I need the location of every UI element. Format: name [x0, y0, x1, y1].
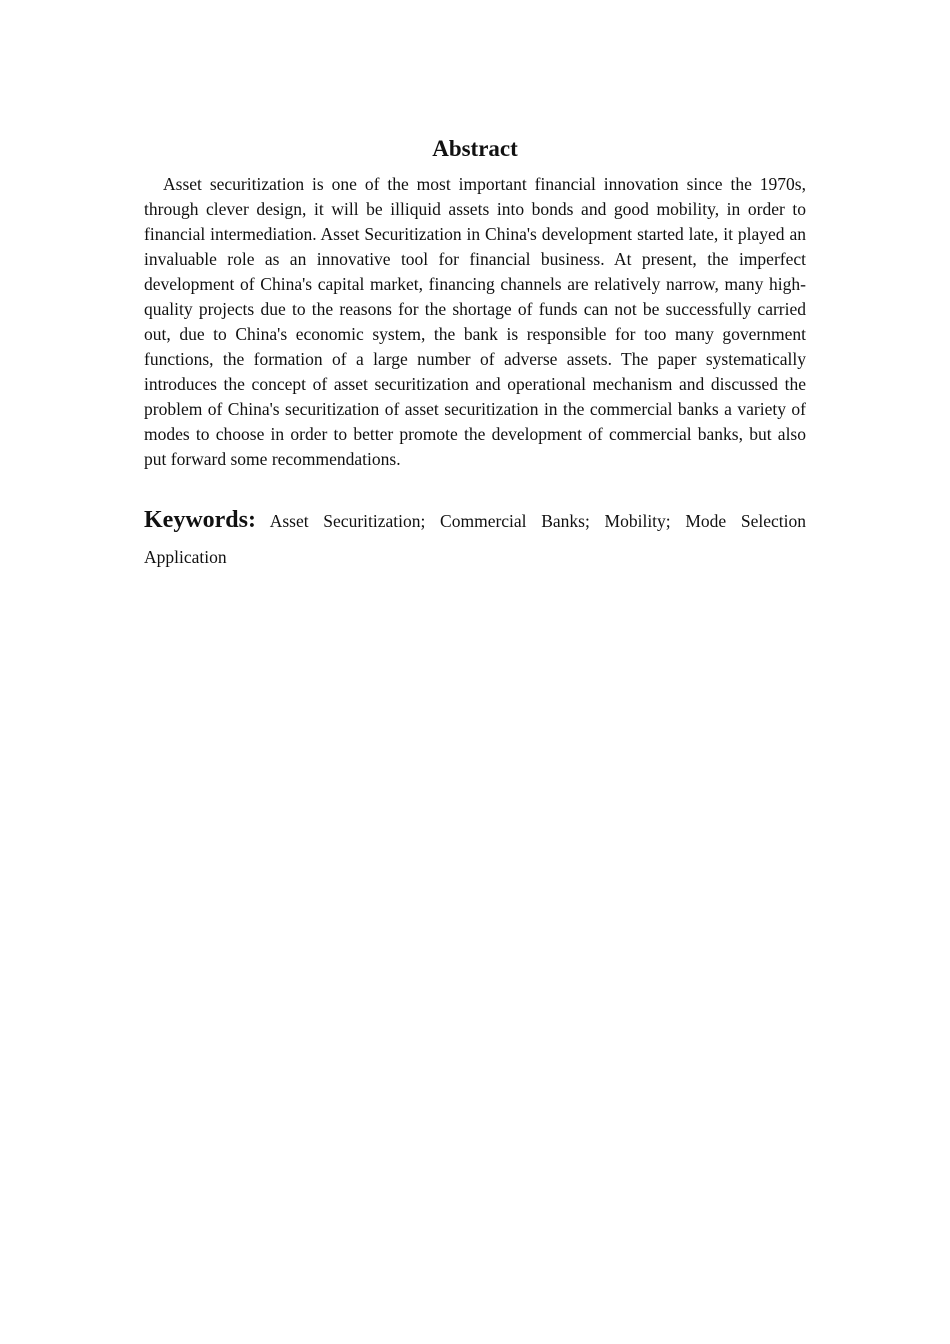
keywords-text: Asset Securitization; Commercial Banks; Mobility; Mode Selection Application	[144, 511, 806, 567]
abstract-body: Asset securitization is one of the most important financial innovation since the 1970s, through clever design, it will be illiquid assets into bonds and good mobility, in order to financial intermediation. Asset Securitization in China's development started late, it played an invaluable role as an innovative tool for financial business. At present, the imperfect development of China's capital market, financing channels are relatively narrow, many high-quality projects due to the reasons for the shortage of funds can not be successfully carried out, due to China's economic system, the bank is responsible for too many government functions, the formation of a large number of adverse assets. The paper systematically introduces the concept of asset securitization and operational mechanism and discussed the problem of China's securitization of asset securitization in the commercial banks a variety of modes to choose in order to better promote the development of commercial banks, but also put forward some recommendations.	[144, 174, 806, 469]
keywords-label: Keywords:	[144, 507, 256, 533]
abstract-title: Abstract	[432, 136, 518, 161]
document-page	[144, 132, 806, 575]
keywords-section	[144, 502, 806, 575]
